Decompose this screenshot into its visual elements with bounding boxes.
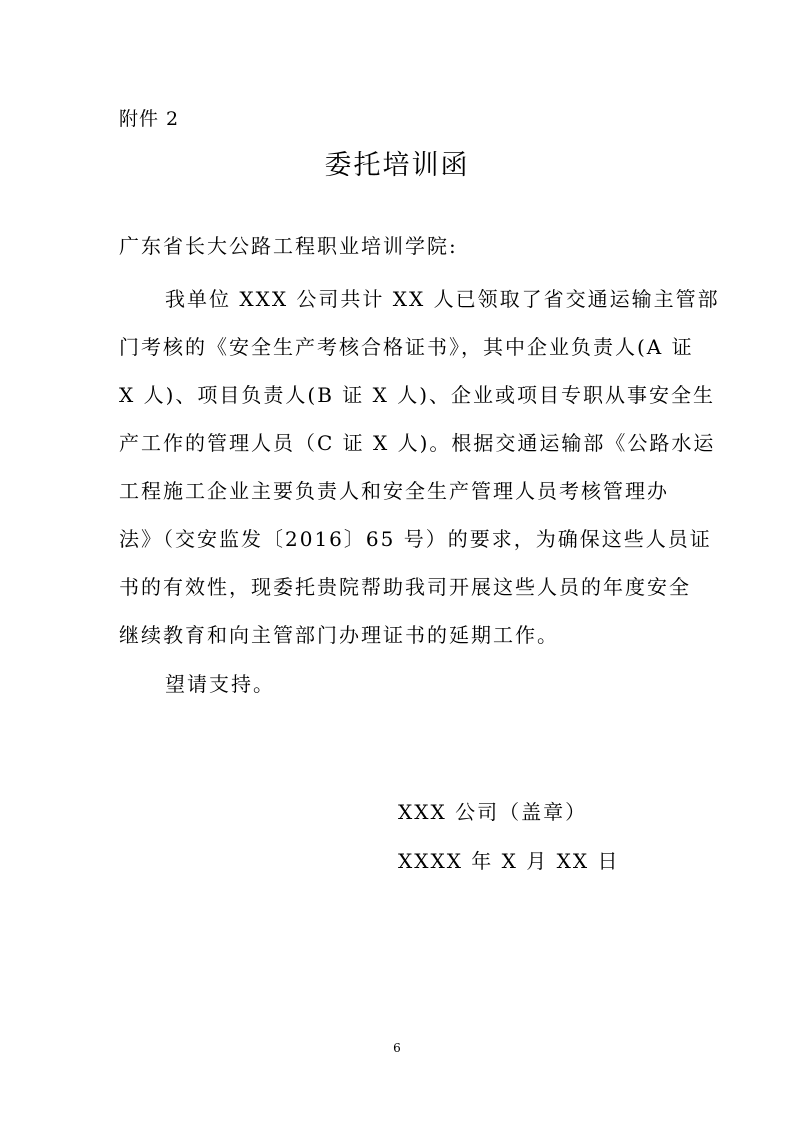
closing-remark: 望请支持。: [165, 672, 275, 696]
body-line: 继续教育和向主管部门办理证书的延期工作。: [119, 623, 559, 647]
body-line: 工程施工企业主要负责人和安全生产管理人员考核管理办: [119, 479, 669, 503]
salutation: 广东省长大公路工程职业培训学院:: [119, 234, 458, 258]
letter-date: XXXX 年 X 月 XX 日: [398, 849, 620, 873]
body-line: X 人)、项目负责人(B 证 X 人)、企业或项目专职从事安全生: [119, 383, 716, 407]
body-line: 书的有效性，现委托贵院帮助我司开展这些人员的年度安全: [119, 575, 691, 599]
attachment-label: 附件 2: [119, 108, 180, 130]
company-signature: XXX 公司（盖章）: [398, 800, 588, 824]
body-line: 我单位 XXX 公司共计 XX 人已领取了省交通运输主管部: [165, 287, 720, 311]
letter-title: 委托培训函: [324, 150, 470, 181]
body-line: 产工作的管理人员（C 证 X 人)。根据交通运输部《公路水运: [119, 431, 716, 455]
body-line: 法》（交安监发〔2016〕65 号）的要求，为确保这些人员证: [119, 527, 712, 551]
page-number: 6: [393, 1041, 401, 1055]
body-line: 门考核的《安全生产考核合格证书》，其中企业负责人(A 证: [119, 335, 694, 359]
